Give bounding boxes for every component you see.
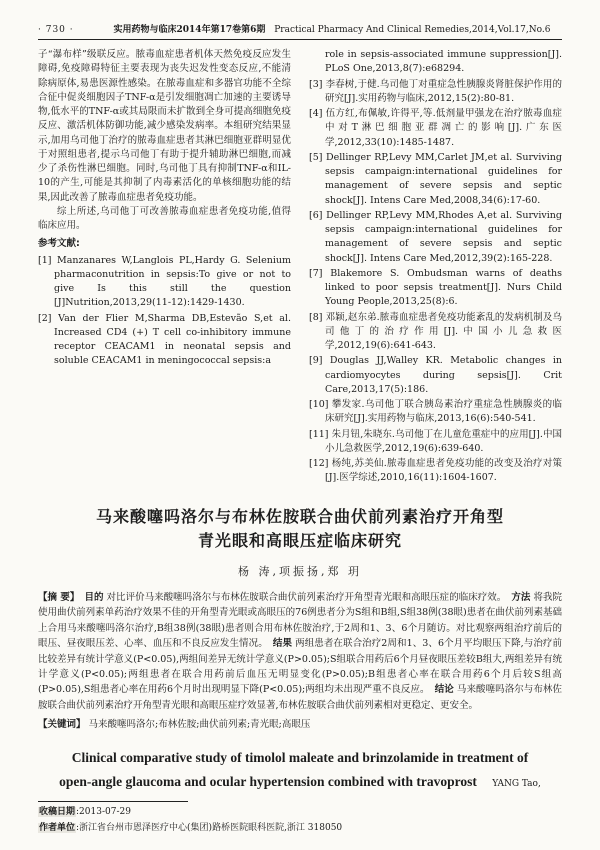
journal-title-chinese: 实用药物与临床2014年第17卷第6期 [113,25,266,35]
reference-item [38,254,291,311]
reference-text: Douglas JJ,Walley KR. Metabolic changes in cardiomyocytes during sepsis[J]. Crit Care,2013,17(5):186. [322,355,562,395]
reference-item [309,151,562,208]
reference-number: [6] [309,209,323,221]
reference-item [309,354,562,397]
left-column [38,48,291,487]
abstract-label: 【摘 要】 [38,592,80,604]
methods-label: 方法 [511,592,531,604]
affiliation-line [38,821,562,836]
references-list-right [309,78,562,486]
reference-item [309,107,562,150]
reference-text: Manzanares W,Langlois PL,Hardy G. Selenium pharmaconutrition in sepsis:To give or not to give Is this still the question [J]Nutrition,2013,29(11-12):1429-1430. [51,254,291,309]
reference-item [38,312,291,369]
article-title [38,505,562,555]
reference-number: [3] [309,78,323,90]
header-divider [38,39,562,40]
results-text: 两组患者在联合治疗2周和1、3、6个月平均眼压下降,与治疗前比较差异有统计学意义(P<0.05),两组间差异无统计学意义(P>0.05);S组联合用药后6个月昼夜眼压差较B组大,两组差异有统计学意义(P<0.05);两组患者在联合用药前后血压无明显变化(P>0.05);B组患者心率在联合用药6个月后较S组高(P>0.05),S组患者心率在用药6个月时出现明显下降(P<0.05);两组均未出现严重不良反应。 [38,638,562,696]
references-list-left [38,254,291,369]
reference-text: 李春树,于健.乌司他丁对重症急性胰腺炎肾脏保护作用的研究[J].实用药物与临床,2012,15(2):80-81. [322,78,562,104]
keywords-text: 马来酸噻吗洛尔;布林佐胺;曲伏前列素;青光眼;高眼压 [88,719,311,731]
conclusion-paragraph: 综上所述,乌司他丁可改善脓毒血症患者免疫功能,值得临床应用。 [38,205,291,231]
reference-number: [1] [38,254,52,266]
keywords-label: 【关键词】 [38,719,86,731]
reference-text: 杨纯,苏美仙.脓毒血症患者免疫功能的改变及治疗对策[J].医学综述,2010,16(11):1604-1607. [325,458,562,484]
reference-number: [9] [309,355,323,367]
reference-number: [10] [309,399,329,410]
article-section [38,505,562,794]
reference-number: [11] [309,428,329,440]
reference-number: [8] [309,311,323,323]
english-authors: YANG Tao, [492,778,541,789]
page-number: · 730 · [38,25,74,35]
reference-text: Van der Flier M,Sharma DB,Estevão S,et al. Increased CD4 (+) T cell co-inhibitory immune receptor CEACAM1 in neonatal sepsis and soluble CEACAM1 in meningococcal sepsis:a [51,312,291,367]
reference-item [309,209,562,266]
reference-text: Blakemore S. Ombudsman warns of deaths linked to poor sepsis treatment[J]. Nurs Child Young People,2013,25(8):6. [322,267,562,308]
reference-item [309,398,562,427]
reference-text: Dellinger RP,Levy MM,Rhodes A,et al. Surviving sepsis campaign:international guidelines for management of severe sepsis and septic shock[J]. Intens Care Med,2012,39(2):165-228. [322,209,562,264]
article-authors: 杨 涛,项振扬,郑 玥 [238,565,362,579]
journal-title-english: Practical Pharmacy And Clinical Remedies,2014,Vol.17,No.6 [274,25,551,35]
reference-text: 邓颖,赵东弟.脓毒血症患者免疫功能紊乱的发病机制及乌司他丁的治疗作用[J].中国小儿急救医学,2012,19(6):641-643. [322,311,562,351]
reference-item [309,311,562,354]
reference-number: [5] [309,151,323,163]
reference-item [309,457,562,486]
english-title-line2: open-angle glaucoma and ocular hypertension combined with travoprost [59,773,477,789]
reference-text: 伍方红,布佩敏,许得平,等.低剂量甲强龙在治疗脓毒血症中对T淋巴细胞亚群凋亡的影响[J].广东医学,2012,33(10):1485-1487. [322,108,562,148]
footnote-divider [38,801,188,802]
methods-text: 将我院使用曲伏前列素单药治疗效果不佳的开角型青光眼或高眼压的76例患者分为S组和B组,S组38例(38眼)患者在曲伏前列素基础上合用马来酸噻吗洛尔治疗,B组38例(38眼)患者则合用布林佐胺治疗,于2周和1、3、6个月随访。对比观察两组治疗前后的眼压、昼夜眼压差、心率、血压和不良反应发生情况。 [38,592,562,650]
page-header [38,22,562,35]
journal-title-line [102,22,562,35]
reference-number: [12] [309,458,329,469]
reference-item [309,78,562,107]
body-paragraph: 子“瀑布样”级联反应。脓毒血症患者机体天然免疫反应发生障碍,免疫障碍特征主要表现为丧失迟发性变态反应,不能清除病原体,易患医源性感染。在脓毒血症和多器官功能不全综合征中促炎细胞因子TNF-α是引发细胞凋亡加速的主要诱导物,低水平的TNF-α或其局限而未扩散到全身可提高细胞免疫反应、激活机体防御功能,减少感染发病率。本组研究结果显示,加用乌司他丁治疗的脓毒血症患者其淋巴细胞亚群明显优于对照组患者,提示乌司他丁有助于提升辅助淋巴细胞,而减少了杀伤性淋巴细胞。同时,乌司他丁具有抑制TNF-α和IL-10的产生,可能是其抑制了内毒素活化的单核细胞功能的结果,因此改善了脓毒血症患者免疫功能。 [38,49,291,203]
page-footer [38,801,562,836]
objective-text: 对比评价马来酸噻吗洛尔与布林佐胺联合曲伏前列素治疗开角型青光眼和高眼压症的临床疗效。 [103,592,507,604]
reference-text: 攀发家.乌司他丁联合胰岛素治疗重症急性胰腺炎的临床研究[J].实用药物与临床,2013,16(6):540-541. [325,399,562,425]
reference-number: [2] [38,312,52,324]
article-title-line1: 马来酸噻吗洛尔与布林佐胺联合曲伏前列素治疗开角型 [95,506,504,526]
reference-text: 朱月钮,朱晓东.乌司他丁在儿童危重症中的应用[J].中国小儿急救医学,2012,19(6):639-640. [325,428,562,454]
affiliation-value: :浙江省台州市恩泽医疗中心(集团)路桥医院眼科医院,浙江 318050 [76,822,343,833]
english-title-line1: Clinical comparative study of timolol maleate and brinzolamide in treatment of [71,750,529,766]
reference-continuation: role in sepsis-associated immune suppression[J]. PLoS One,2013,8(7):e68294. [325,49,562,75]
keywords-line [38,716,562,730]
references-section [38,48,562,487]
english-title [38,746,562,793]
article-title-line2: 青光眼和高眼压症临床研究 [197,531,402,551]
received-date-line [38,805,562,820]
conclusion-label: 结论 [434,684,454,696]
received-date-label: 收稿日期 [39,807,76,818]
abstract [38,590,562,713]
received-date-value: :2013-07-29 [76,807,131,818]
results-label: 结果 [272,638,293,650]
reference-item [309,428,562,457]
reference-number: [4] [309,108,323,119]
reference-text: Dellinger RP,Levy MM,Carlet JM,et al. Surviving sepsis campaign:international guidelines for management of severe sepsis and septic shock[J]. Intens Care Med,2008,34(6):17-60. [322,151,562,206]
reference-item [309,267,562,310]
objective-label: 目的 [84,592,104,604]
references-heading: 参考文献: [38,238,80,250]
right-column [309,48,562,487]
affiliation-label: 作者单位 [39,822,76,833]
conclusion-text: 马来酸噻吗洛尔与布林佐胺联合曲伏前列素治疗开角型青光眼和高眼压症疗效显著,布林佐胺联合曲伏前列素相对更稳定、更安全。 [38,684,562,711]
reference-number: [7] [309,267,323,279]
